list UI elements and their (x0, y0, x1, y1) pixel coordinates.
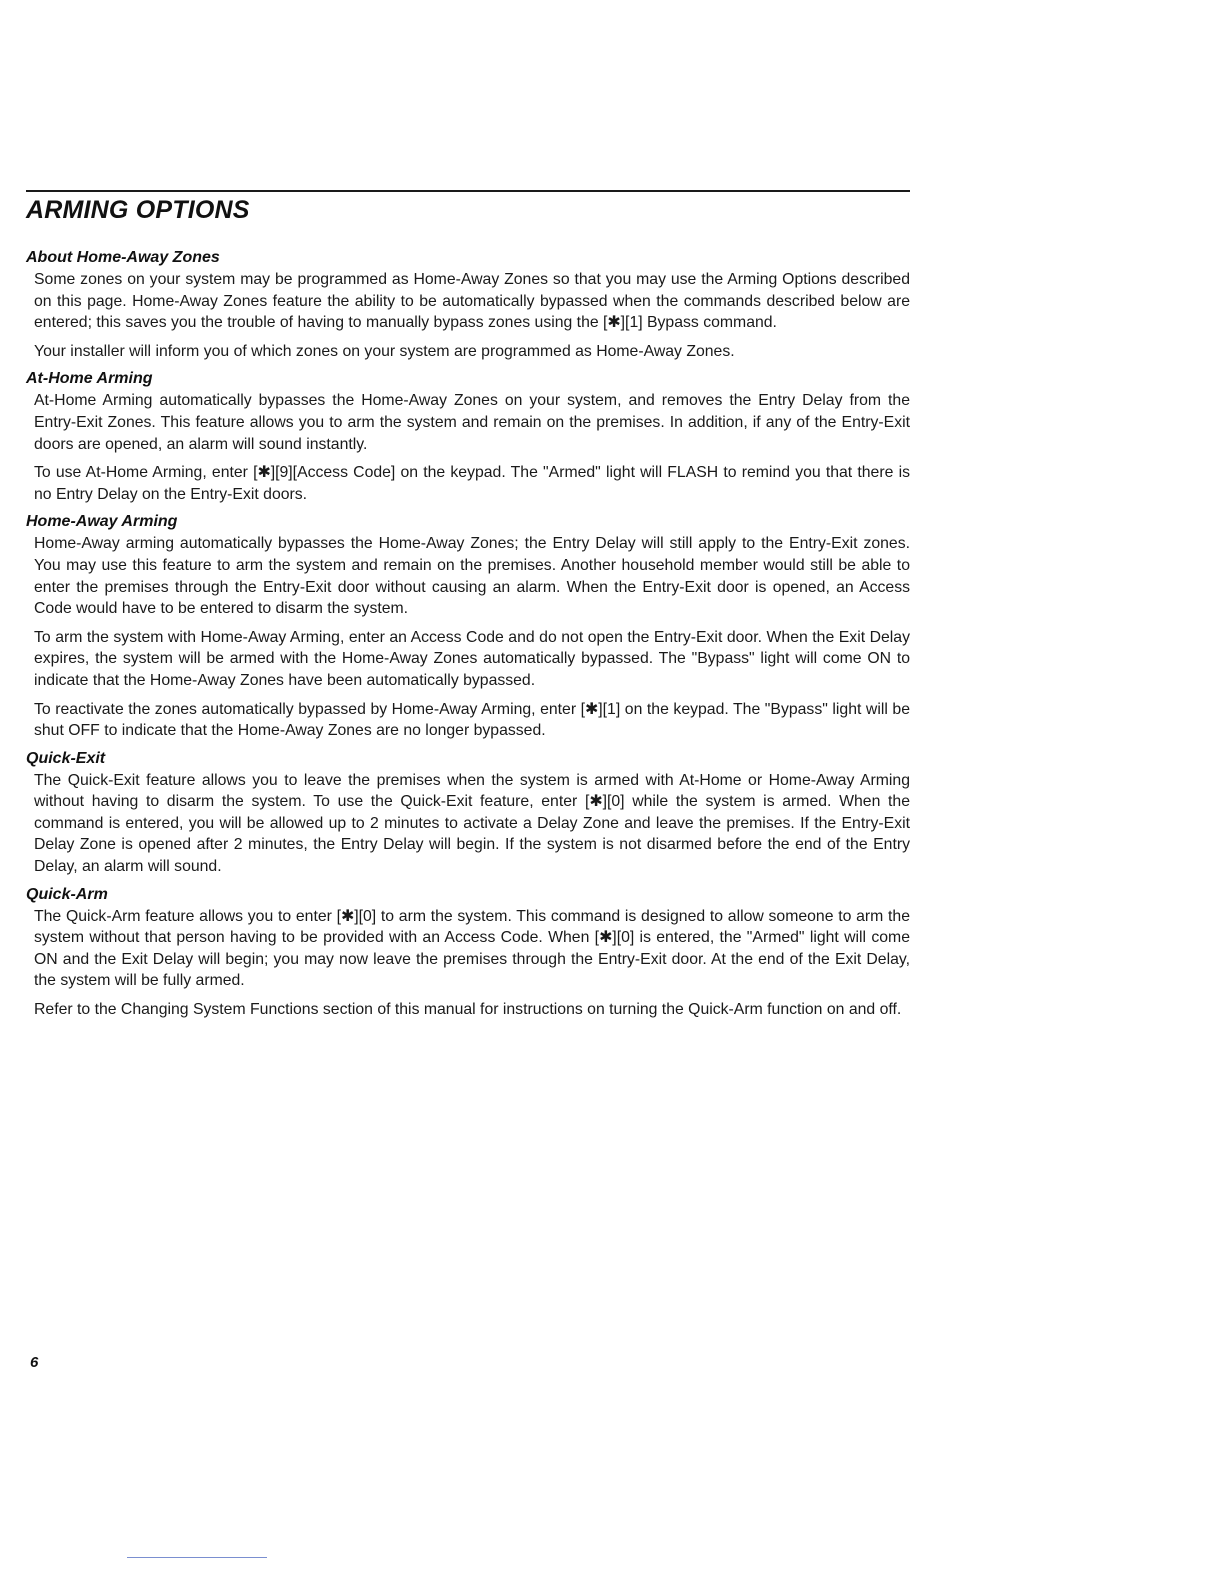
paragraph: To reactivate the zones automatically bypassed by Home-Away Arming, enter [✱][1] on the keypad. The "Bypass" light will be shut OFF to indicate that the Home-Away Zones are no longer bypassed. (34, 700, 910, 740)
page-content (26, 248, 910, 1028)
paragraph: To use At-Home Arming, enter [✱][9][Access Code] on the keypad. The "Armed" light will FLASH to remind you that there is no Entry Delay on the Entry-Exit doors. (34, 464, 910, 503)
page-title: ARMING OPTIONS (26, 196, 250, 224)
section-heading: Quick-Exit (26, 749, 106, 767)
section-about-home-away-zones (26, 248, 910, 362)
top-rule (26, 190, 910, 192)
paragraph: Home-Away arming automatically bypasses the Home-Away Zones; the Entry Delay will still apply to the Entry-Exit zones. You may use this feature to arm the system and remain on the premises. Another household member would still be able to enter the premises through the Entry-Exit door without causing an alarm. When the Entry-Exit door is opened, an Access Code would have to be entered to disarm the system. (34, 535, 910, 618)
section-quick-exit (26, 749, 910, 878)
paragraph: Refer to the Changing System Functions section of this manual for instructions on turning the Quick-Arm function on and off. (34, 1001, 902, 1019)
paragraph: Some zones on your system may be programmed as Home-Away Zones so that you may use the Arming Options described on this page. Home-Away Zones feature the ability to be automatically bypassed when the commands described below are entered; this saves you the trouble of having to manually bypass zones using the [✱][1] Bypass command. (34, 271, 910, 332)
section-heading: Home-Away Arming (26, 513, 178, 531)
paragraph: To arm the system with Home-Away Arming, enter an Access Code and do not open the Entry-Exit door. When the Exit Delay expires, the system will be armed with the Home-Away Zones automatically bypassed. The "Bypass" light will come ON to indicate that the Home-Away Zones have been automatically bypassed. (34, 628, 910, 689)
paragraph: At-Home Arming automatically bypasses the Home-Away Zones on your system, and removes the Entry Delay from the Entry-Exit Zones. This feature allows you to arm the system and remain on the premises. In addition, if any of the Entry-Exit doors are opened, an alarm will sound instantly. (34, 392, 910, 453)
section-at-home-arming (26, 369, 910, 505)
section-heading: Quick-Arm (26, 885, 108, 903)
section-home-away-arming (26, 512, 910, 741)
paragraph: The Quick-Arm feature allows you to enter [✱][0] to arm the system. This command is designed to allow someone to arm the system without that person having to be provided with an Access Code. When [✱][0] is entered, the "Armed" light will come ON and the Exit Delay will begin; you may now leave the premises through the Entry-Exit door. At the end of the Exit Delay, the system will be fully armed. (34, 907, 910, 990)
paragraph: Your installer will inform you of which zones on your system are programmed as Home-Away Zones. (34, 342, 735, 360)
section-heading: At-Home Arming (26, 370, 153, 388)
scan-mark (127, 1557, 267, 1558)
section-quick-arm (26, 885, 910, 1021)
section-heading: About Home-Away Zones (26, 249, 220, 266)
page-number: 6 (30, 1354, 39, 1371)
paragraph: The Quick-Exit feature allows you to leave the premises when the system is armed with At-Home or Home-Away Arming without having to disarm the system. To use the Quick-Exit feature, enter [✱][0] while the system is armed. When the command is entered, you will be allowed up to 2 minutes to activate a Delay Zone and leave the premises. If the Entry-Exit Delay Zone is opened after 2 minutes, the Entry Delay will begin. If the system is not disarmed before the end of the Entry Delay, an alarm will sound. (34, 771, 910, 876)
